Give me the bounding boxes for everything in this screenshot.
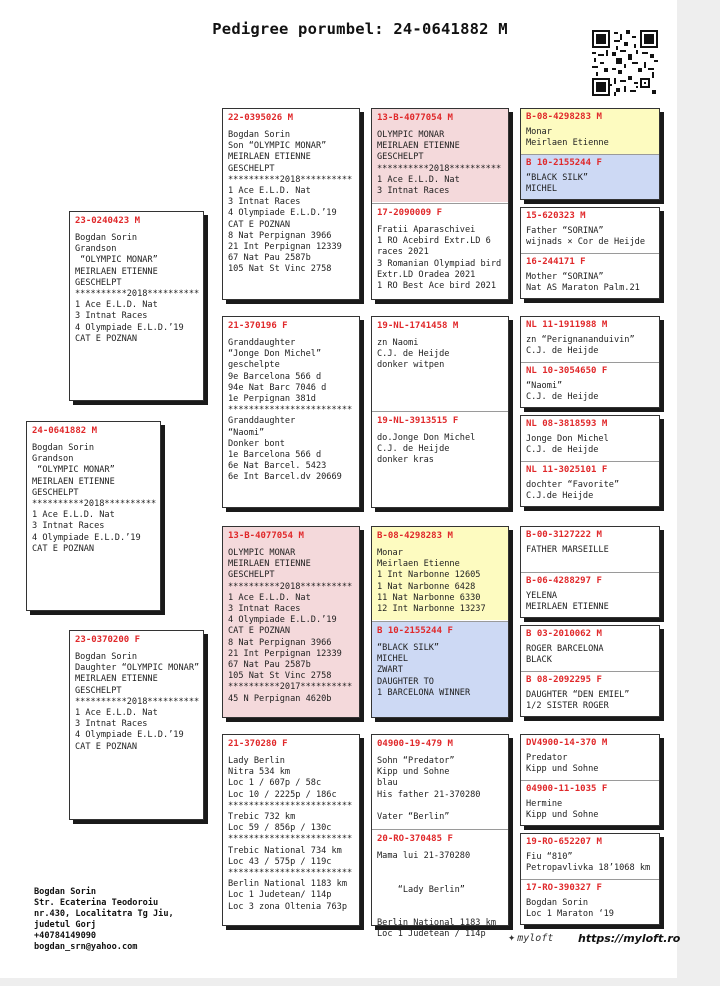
- gen5-ring: 19-RO-652207 M: [526, 837, 602, 847]
- gen5-card[interactable]: [520, 734, 660, 826]
- gen4-ss-ring: 13-B-4077054 M: [377, 113, 453, 123]
- info-line: 4 Olympiade E.L.D.’19: [228, 208, 337, 219]
- info-line: 105 Nat St Vinc 2758: [228, 264, 332, 275]
- gen4-ds-card[interactable]: [371, 526, 509, 718]
- info-line: Trebic 732 km: [228, 812, 296, 823]
- info-line: 105 Nat St Vinc 2758: [228, 671, 332, 682]
- info-line: [377, 907, 504, 918]
- info-line: do.Jonge Don Michel: [377, 433, 476, 443]
- info-line: C.J.de Heijde: [526, 491, 594, 502]
- gen5-info: [526, 799, 655, 821]
- sire-card[interactable]: [69, 211, 204, 401]
- info-line: Loc 1 Maraton ‘19: [526, 909, 614, 920]
- info-line: **********2018**********: [32, 499, 157, 510]
- info-line: ************************: [228, 834, 353, 845]
- info-line: Donker bont: [228, 438, 285, 449]
- gen4-dsd-ring: B 10-2155244 F: [377, 626, 453, 636]
- dam-sire-card[interactable]: [222, 526, 360, 718]
- info-line: Bogdan Sorin: [526, 898, 589, 908]
- gen4-ddd-ring: 20-RO-370485 F: [377, 834, 453, 844]
- gen5-ring: NL 11-1911988 M: [526, 320, 608, 330]
- info-line: Bogdan Sorin: [75, 233, 138, 243]
- info-line: 1e Barcelona 566 d: [228, 450, 322, 461]
- info-line: GESCHELPT: [228, 570, 275, 581]
- info-line: Jonge Don Michel: [526, 434, 609, 444]
- info-line: races 2021: [377, 247, 429, 258]
- info-line: C.J. de Heijde: [377, 444, 450, 455]
- info-line: Granddaughter: [228, 338, 296, 348]
- info-line: Kipp und Sohne: [526, 764, 599, 775]
- info-line: 3 Intnat Races: [32, 521, 105, 532]
- info-line: 21 Int Perpignan 12339: [228, 242, 342, 253]
- gen5-ring: NL 08-3818593 M: [526, 419, 608, 429]
- info-line: Monar: [377, 548, 403, 558]
- info-line: Bogdan Sorin: [228, 130, 291, 140]
- owner-email[interactable]: bogdan_srn@yahoo.com: [34, 942, 138, 952]
- info-line: zn “Perignananduivin”: [526, 335, 635, 345]
- gen5-card[interactable]: [520, 316, 660, 408]
- dam-ring: 23-0370200 F: [75, 635, 141, 645]
- info-line: 4 Olympiade E.L.D.’19: [228, 615, 337, 626]
- gen5-ring: B-08-4298283 M: [526, 112, 602, 122]
- dam-dam-ring: 21-370280 F: [228, 739, 288, 749]
- gen5-info: [526, 335, 655, 357]
- info-line: 9e Barcelona 566 d: [228, 371, 322, 382]
- info-line: Father “SORINA”: [526, 226, 604, 236]
- owner-county: judetul Gorj: [34, 920, 97, 930]
- qr-code: [592, 30, 658, 96]
- info-line: “Lady Berlin”: [377, 884, 465, 895]
- info-line: 12 Int Narbonne 13237: [377, 604, 486, 615]
- info-line: 8 Nat Perpignan 3966: [228, 230, 332, 241]
- info-line: 3 Intnat Races: [377, 186, 450, 197]
- info-line: Extr.LD Oradea 2021: [377, 269, 476, 280]
- info-line: MEIRLAEN ETIENNE: [75, 674, 158, 685]
- info-line: Granddaughter: [228, 416, 296, 427]
- info-line: CAT E POZNAN: [228, 626, 291, 637]
- info-line: 21 Int Perpignan 12339: [228, 648, 342, 659]
- info-line: Kipp und Sohne: [377, 767, 450, 778]
- info-line: ************************: [228, 800, 353, 811]
- info-line: [377, 896, 504, 907]
- owner-phone: +40784149090: [34, 931, 97, 941]
- info-line: Nat AS Maraton Palm.21: [526, 283, 640, 294]
- info-line: **********2018**********: [228, 174, 353, 185]
- gen4-ss-info: [377, 130, 504, 197]
- info-line: C.J. de Heijde: [526, 346, 599, 357]
- gen5-ring: DV4900-14-370 M: [526, 738, 608, 748]
- info-line: 1e Perpignan 381d: [228, 394, 316, 405]
- dam-dam-info: [228, 756, 355, 913]
- gen5-card[interactable]: [520, 207, 660, 299]
- dam-info: [75, 652, 199, 753]
- sire-info: [75, 233, 199, 345]
- info-line: 8 Nat Perpignan 3966: [228, 637, 332, 648]
- info-line: Grandson: [75, 244, 117, 255]
- sire-dam-ring: 21-370196 F: [228, 321, 288, 331]
- info-line: BLACK: [526, 655, 552, 666]
- info-line: MEIRLAEN ETIENNE: [377, 141, 460, 152]
- info-line: “OLYMPIC MONAR”: [32, 465, 115, 476]
- gen5-info: [526, 852, 655, 874]
- info-line: “Naomi”: [526, 381, 563, 391]
- owner-name: Bogdan Sorin: [34, 887, 97, 897]
- info-line: Loc 1 Judetean/ 114p: [228, 890, 332, 901]
- info-line: 1 RO Best Ace bird 2021: [377, 281, 496, 292]
- owner-address: nr.430, Localitatra Tg Jiu,: [34, 909, 174, 919]
- info-line: 4 Olympiade E.L.D.’19: [32, 532, 141, 543]
- gen4-sdd-info: [377, 433, 504, 467]
- info-line: Berlin National 1183 km: [377, 918, 496, 929]
- info-line: 3 Intnat Races: [228, 197, 301, 208]
- info-line: DAUGHTER “DEN EMIEL”: [526, 690, 630, 700]
- gen4-sds-card[interactable]: [371, 316, 509, 508]
- owner-contact: [34, 887, 174, 953]
- gen4-dsd-info: [377, 643, 504, 699]
- gen4-sd-info: [377, 225, 504, 292]
- gen5-card[interactable]: [520, 415, 660, 507]
- sire-sire-info: [228, 130, 355, 276]
- info-line: Kipp und Sohne: [526, 810, 599, 821]
- info-line: OLYMPIC MONAR: [228, 548, 296, 558]
- info-line: **********2017**********: [228, 682, 353, 693]
- info-line: 1 Ace E.L.D. Nat: [228, 592, 311, 603]
- info-line: MEIRLAEN ETIENNE: [32, 476, 115, 487]
- info-line: 67 Nat Pau 2587b: [228, 660, 311, 671]
- info-line: MEIRLAEN ETIENNE: [526, 602, 609, 613]
- gen5-card[interactable]: [520, 526, 660, 618]
- gen5-info: [526, 753, 655, 775]
- gen5-card[interactable]: [520, 625, 660, 717]
- pigeon-icon: ✦: [508, 930, 516, 944]
- info-line: 67 Nat Pau 2587b: [228, 253, 311, 264]
- info-line: OLYMPIC MONAR: [377, 130, 445, 140]
- info-line: wijnads × Cor de Heijde: [526, 237, 645, 248]
- info-line: ROGER BARCELONA: [526, 644, 604, 654]
- info-line: 1 Ace E.L.D. Nat: [32, 510, 115, 521]
- gen5-card[interactable]: [520, 833, 660, 925]
- info-line: 6e Nat Barcel. 5423: [228, 461, 327, 472]
- info-line: “Naomi”: [228, 427, 265, 438]
- info-line: “BLACK SILK”: [526, 173, 589, 183]
- info-line: MEIRLAEN ETIENNE: [75, 266, 158, 277]
- myloft-logo: [508, 930, 553, 944]
- gen5-ring: 16-244171 F: [526, 257, 586, 267]
- info-line: **********2018**********: [377, 163, 502, 174]
- info-line: Grandson: [32, 454, 74, 465]
- info-line: CAT E POZNAN: [75, 333, 138, 344]
- info-line: GESCHELPT: [75, 685, 122, 696]
- gen5-info: [526, 272, 655, 294]
- info-line: 1/2 SISTER ROGER: [526, 701, 609, 712]
- subject-ring: 24-0641882 M: [32, 426, 98, 436]
- info-line: Son “OLYMPIC MONAR”: [228, 141, 327, 152]
- gen4-dss-info: [377, 548, 504, 615]
- info-line: GESCHELPT: [32, 487, 79, 498]
- gen4-dd-card[interactable]: [371, 734, 509, 940]
- info-line: 1 Ace E.L.D. Nat: [75, 300, 158, 311]
- info-line: CAT E POZNAN: [32, 543, 95, 554]
- info-line: Trebic National 734 km: [228, 845, 342, 856]
- info-line: “Jonge Don Michel”: [228, 349, 322, 360]
- gen4-sd-ring: 17-2090009 F: [377, 208, 443, 218]
- info-line: C.J. de Heijde: [526, 445, 599, 456]
- info-line: Loc 1 Judetean / 114p: [377, 929, 486, 940]
- info-line: 1 Ace E.L.D. Nat: [377, 174, 460, 185]
- info-line: Loc 10 / 2225p / 186c: [228, 789, 337, 800]
- info-line: 94e Nat Barc 7046 d: [228, 382, 327, 393]
- info-line: ************************: [228, 405, 353, 416]
- subject-info: [32, 443, 156, 555]
- info-line: DAUGHTER TO: [377, 676, 434, 687]
- info-line: “BLACK SILK”: [377, 643, 440, 653]
- info-line: YELENA: [526, 591, 558, 601]
- page-title: Pedigree porumbel: 24-0641882 M: [212, 20, 508, 38]
- gen5-info: [526, 591, 655, 613]
- info-line: dochter “Favorite”: [526, 480, 620, 490]
- info-line: Hermine: [526, 799, 563, 809]
- gen5-info: [526, 545, 655, 556]
- sire-dam-card[interactable]: [222, 316, 360, 508]
- gen5-info: [526, 690, 655, 712]
- info-line: Meirlaen Etienne: [526, 138, 609, 149]
- sire-sire-ring: 22-0395026 M: [228, 113, 294, 123]
- info-line: “OLYMPIC MONAR”: [75, 255, 158, 266]
- info-line: Monar: [526, 127, 552, 137]
- info-line: [377, 873, 504, 884]
- info-line: ************************: [228, 868, 353, 879]
- gen5-ring: NL 11-3025101 F: [526, 465, 608, 475]
- info-line: Nitra 534 km: [228, 767, 291, 778]
- info-line: **********2018**********: [228, 581, 353, 592]
- gen5-info: [526, 127, 655, 149]
- info-line: Loc 3 zona Oltenia 763p: [228, 901, 347, 912]
- gen5-info: [526, 434, 655, 456]
- info-line: 4 Olympiade E.L.D.’19: [75, 322, 184, 333]
- info-line: MICHEL: [526, 184, 558, 195]
- info-line: MEIRLAEN ETIENNE: [228, 152, 311, 163]
- owner-street: Str. Ecaterina Teodoroiu: [34, 898, 159, 908]
- sire-sire-card[interactable]: [222, 108, 360, 300]
- dam-card[interactable]: [69, 630, 204, 820]
- dam-sire-ring: 13-B-4077054 M: [228, 531, 304, 541]
- info-line: zn Naomi: [377, 338, 419, 348]
- gen4-sdd-ring: 19-NL-3913515 F: [377, 416, 459, 426]
- info-line: Predator: [526, 753, 568, 763]
- gen4-dds-info: [377, 756, 504, 823]
- gen5-ring: B 10-2155244 F: [526, 158, 602, 168]
- info-line: FATHER MARSEILLE: [526, 545, 609, 555]
- dam-dam-card[interactable]: [222, 734, 360, 926]
- info-line: Vater “Berlin”: [377, 812, 450, 823]
- gen4-dds-ring: 04900-19-479 M: [377, 739, 453, 749]
- info-line: His father 21-370280: [377, 789, 481, 800]
- info-line: 1 Int Narbonne 12605: [377, 570, 481, 581]
- info-line: 3 Intnat Races: [228, 604, 301, 615]
- info-line: Fiu “810”: [526, 852, 573, 862]
- info-line: Daughter “OLYMPIC MONAR”: [75, 663, 200, 674]
- info-line: 11 Nat Narbonne 6330: [377, 592, 481, 603]
- info-line: GESCHELPT: [377, 152, 424, 163]
- info-line: Loc 43 / 575p / 119c: [228, 856, 332, 867]
- info-line: Loc 1 / 607p / 58c: [228, 778, 322, 789]
- info-line: 4 Olympiade E.L.D.’19: [75, 730, 184, 741]
- gen5-ring: 15-620323 M: [526, 211, 586, 221]
- gen5-ring: B-00-3127222 M: [526, 530, 602, 540]
- gen4-ss-card[interactable]: [371, 108, 509, 300]
- sire-ring: 23-0240423 M: [75, 216, 141, 226]
- gen5-info: [526, 480, 655, 502]
- info-line: blau: [377, 778, 398, 789]
- info-line: Meirlaen Etienne: [377, 559, 460, 570]
- gen5-info: [526, 226, 655, 248]
- info-line: 1 Ace E.L.D. Nat: [75, 708, 158, 719]
- info-line: Sohn “Predator”: [377, 756, 455, 766]
- sire-dam-info: [228, 338, 355, 484]
- gen5-ring: B 03-2010062 M: [526, 629, 602, 639]
- gen4-dss-ring: B-08-4298283 M: [377, 531, 453, 541]
- gen5-ring: 04900-11-1035 F: [526, 784, 608, 794]
- info-line: MICHEL: [377, 654, 409, 665]
- gen5-ring: B-06-4288297 F: [526, 576, 602, 586]
- info-line: CAT E POZNAN: [75, 741, 138, 752]
- info-line: Loc 59 / 856p / 130c: [228, 823, 332, 834]
- subject-card[interactable]: [26, 421, 161, 611]
- info-line: 3 Romanian Olympiad bird: [377, 258, 502, 269]
- info-line: Berlin National 1183 km: [228, 879, 347, 890]
- info-line: Mother “SORINA”: [526, 272, 604, 282]
- info-line: donker kras: [377, 455, 434, 466]
- info-line: geschelpte: [228, 360, 280, 371]
- info-line: ZWART: [377, 665, 403, 676]
- gen5-info: [526, 173, 655, 195]
- gen5-card[interactable]: [520, 108, 660, 200]
- gen4-sds-info: [377, 338, 504, 372]
- gen5-ring: B 08-2092295 F: [526, 675, 602, 685]
- info-line: [377, 862, 504, 873]
- info-line: 6e Int Barcel.dv 20669: [228, 472, 342, 483]
- gen5-ring: NL 10-3054650 F: [526, 366, 608, 376]
- info-line: donker witpen: [377, 360, 445, 371]
- info-line: Petropavlivka 18’1068 km: [526, 863, 651, 874]
- gen4-ddd-info: [377, 851, 504, 941]
- info-line: 3 Intnat Races: [75, 311, 148, 322]
- gen5-ring: 17-RO-390327 F: [526, 883, 602, 893]
- info-line: 3 Intnat Races: [75, 719, 148, 730]
- info-line: **********2018**********: [75, 289, 200, 300]
- info-line: **********2018**********: [75, 696, 200, 707]
- info-line: GESCHELPT: [228, 163, 275, 174]
- info-line: Bogdan Sorin: [32, 443, 95, 453]
- info-line: 45 N Perpignan 4620b: [228, 693, 332, 704]
- info-line: 1 Ace E.L.D. Nat: [228, 186, 311, 197]
- gen4-sds-ring: 19-NL-1741458 M: [377, 321, 459, 331]
- info-line: Bogdan Sorin: [75, 652, 138, 662]
- info-line: Fratii Aparaschivei: [377, 225, 476, 235]
- info-line: CAT E POZNAN: [228, 219, 291, 230]
- gen5-info: [526, 381, 655, 403]
- gen5-info: [526, 898, 655, 920]
- info-line: 1 RO Acebird Extr.LD 6: [377, 236, 491, 247]
- gen5-info: [526, 644, 655, 666]
- info-line: C.J. de Heijde: [526, 392, 599, 403]
- info-line: [377, 801, 504, 812]
- dam-sire-info: [228, 548, 355, 705]
- info-line: Mama lui 21-370280: [377, 851, 471, 861]
- info-line: C.J. de Heijde: [377, 349, 450, 360]
- info-line: 1 BARCELONA WINNER: [377, 687, 471, 698]
- logo-text: myloft: [517, 933, 554, 944]
- site-link[interactable]: https://myloft.ro: [578, 932, 681, 945]
- info-line: GESCHELPT: [75, 277, 122, 288]
- info-line: 1 Nat Narbonne 6428: [377, 581, 476, 592]
- info-line: MEIRLAEN ETIENNE: [228, 559, 311, 570]
- info-line: Lady Berlin: [228, 756, 285, 766]
